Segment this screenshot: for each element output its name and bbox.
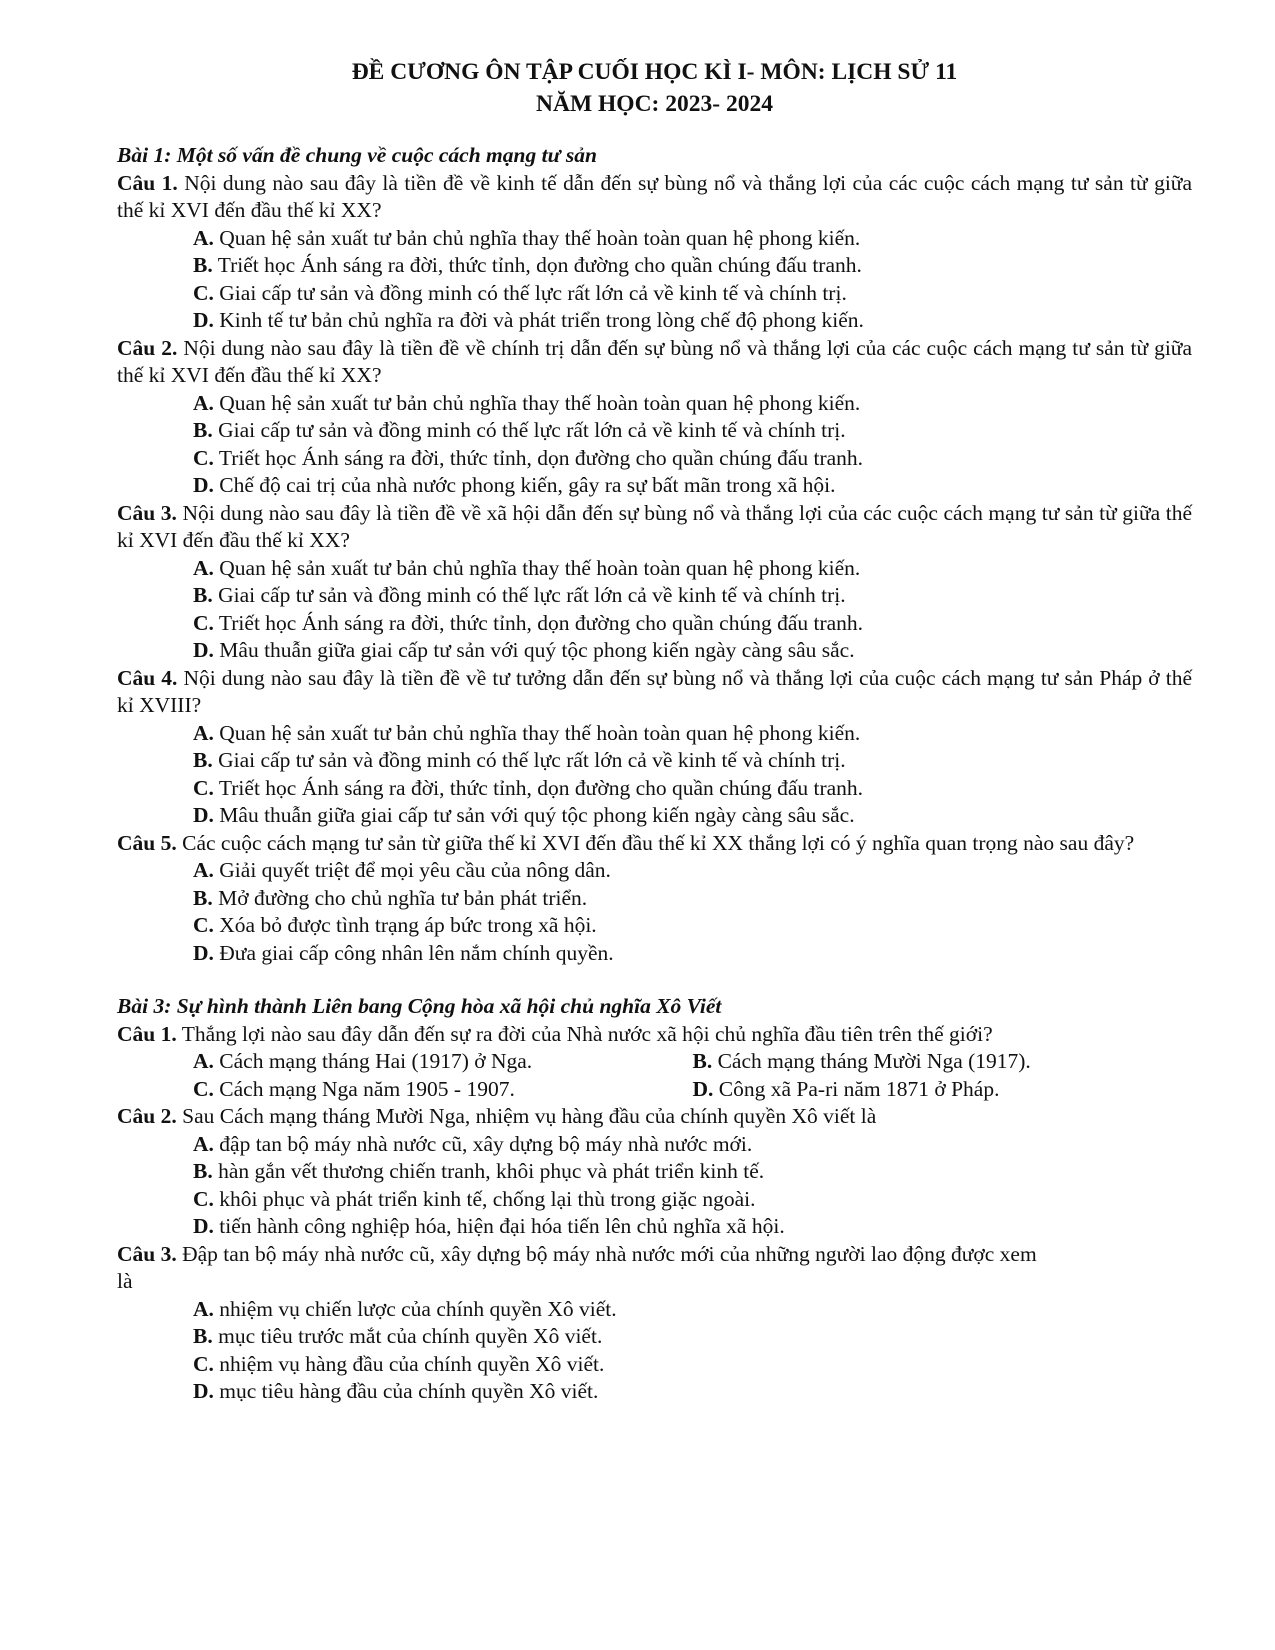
option-row	[117, 1076, 1192, 1104]
question-text: Nội dung nào sau đây là tiền đề về tư tưởng dẫn đến sự bùng nổ và thắng lợi của cuộc cách mạng tư sản Pháp ở thế kỉ XVIII?	[117, 665, 1192, 717]
option-key: C.	[193, 445, 214, 470]
question-label: Câu 1.	[117, 170, 178, 195]
option-b	[117, 582, 1192, 610]
option-text: Xóa bỏ được tình trạng áp bức trong xã hội.	[213, 913, 597, 937]
option-d	[117, 472, 1192, 500]
option-a	[193, 1048, 693, 1076]
option-text: mục tiêu trước mắt của chính quyền Xô viết.	[212, 1324, 603, 1348]
option-b	[117, 747, 1192, 775]
question-label: Câu 2.	[117, 1104, 177, 1128]
lesson1-question-2	[117, 335, 1192, 390]
option-d	[117, 940, 1192, 968]
option-key: C.	[193, 913, 214, 937]
question-text: Nội dung nào sau đây là tiền đề về xã hội dẫn đến sự bùng nổ và thắng lợi của các cuộc cách mạng tư sản từ giữa thế kỉ XVI đến đầu thế kỉ XX?	[117, 500, 1193, 552]
option-text: Quan hệ sản xuất tư bản chủ nghĩa thay thế hoàn toàn quan hệ phong kiến.	[213, 720, 861, 745]
option-key: D.	[193, 638, 214, 662]
option-d	[117, 1213, 1192, 1241]
option-key: B.	[193, 1324, 213, 1348]
option-text: Giai cấp tư sản và đồng minh có thế lực rất lớn cả về kinh tế và chính trị.	[212, 748, 846, 772]
lesson1-questions	[117, 170, 1192, 968]
question-label: Câu 5.	[117, 830, 177, 855]
option-c	[117, 1186, 1192, 1214]
option-text: Cách mạng Nga năm 1905 - 1907.	[213, 1076, 515, 1101]
document-title-line2: NĂM HỌC: 2023- 2024	[536, 91, 773, 117]
document-title-line1: ĐỀ CƯƠNG ÔN TẬP CUỐI HỌC KÌ I- MÔN: LỊCH SỬ 11	[351, 59, 958, 85]
option-b	[117, 1323, 1192, 1351]
option-text: Quan hệ sản xuất tư bản chủ nghĩa thay thế hoàn toàn quan hệ phong kiến.	[213, 225, 861, 250]
option-text: tiến hành công nghiệp hóa, hiện đại hóa tiến lên chủ nghĩa xã hội.	[213, 1214, 785, 1238]
option-key: D.	[193, 803, 214, 827]
option-c	[117, 445, 1192, 473]
option-text: nhiệm vụ hàng đầu của chính quyền Xô viết.	[213, 1351, 605, 1376]
option-text: Triết học Ánh sáng ra đời, thức tỉnh, dọn đường cho quần chúng đấu tranh.	[212, 253, 862, 277]
option-key: A.	[193, 390, 214, 415]
option-text: nhiệm vụ chiến lược của chính quyền Xô viết.	[213, 1296, 617, 1321]
option-b	[117, 417, 1192, 445]
option-key: A.	[193, 1296, 214, 1321]
question-text-tail: là	[117, 1269, 133, 1293]
option-key: C.	[193, 1351, 214, 1376]
option-text: Cách mạng tháng Hai (1917) ở Nga.	[213, 1049, 533, 1073]
option-a	[117, 1296, 1192, 1324]
option-a	[117, 225, 1192, 253]
option-key: A.	[193, 555, 214, 580]
question-label: Câu 1.	[117, 1021, 177, 1046]
option-b	[117, 252, 1192, 280]
question-label: Câu 3.	[117, 1241, 177, 1266]
question-label: Câu 4.	[117, 665, 178, 690]
option-row	[117, 1048, 1192, 1076]
option-key: D.	[193, 1379, 214, 1403]
option-text: Giải quyết triệt để mọi yêu cầu của nông dân.	[213, 858, 611, 882]
option-a	[117, 857, 1192, 885]
lesson3-title: Bài 3: Sự hình thành Liên bang Cộng hòa xã hội chủ nghĩa Xô Viết	[117, 994, 722, 1018]
lesson3-question-2	[117, 1103, 1192, 1131]
option-b	[117, 1158, 1192, 1186]
option-c	[117, 912, 1192, 940]
option-text: Kinh tế tư bản chủ nghĩa ra đời và phát triển trong lòng chế độ phong kiến.	[213, 308, 864, 332]
option-key: D.	[193, 473, 214, 497]
option-text: Quan hệ sản xuất tư bản chủ nghĩa thay thế hoàn toàn quan hệ phong kiến.	[213, 390, 861, 415]
option-text: Cách mạng tháng Mười Nga (1917).	[712, 1049, 1031, 1073]
question-label: Câu 3.	[117, 500, 177, 525]
option-d	[117, 637, 1192, 665]
option-d	[693, 1076, 1193, 1104]
option-key: C.	[193, 610, 214, 635]
option-key: C.	[193, 1076, 214, 1101]
lesson1-question-4	[117, 665, 1192, 720]
option-a	[117, 1131, 1192, 1159]
option-key: B.	[193, 418, 213, 442]
option-text: Triết học Ánh sáng ra đời, thức tỉnh, dọn đường cho quần chúng đấu tranh.	[213, 775, 864, 800]
option-text: Mâu thuẫn giữa giai cấp tư sản với quý tộc phong kiến ngày càng sâu sắc.	[213, 803, 855, 827]
option-text: Giai cấp tư sản và đồng minh có thế lực rất lớn cả về kinh tế và chính trị.	[212, 583, 846, 607]
option-a	[117, 720, 1192, 748]
option-text: mục tiêu hàng đầu của chính quyền Xô viết.	[213, 1379, 599, 1403]
option-text: Đưa giai cấp công nhân lên nắm chính quyền.	[213, 940, 614, 965]
lesson3-question-3	[117, 1241, 1192, 1269]
question-text: Thắng lợi nào sau đây dẫn đến sự ra đời của Nhà nước xã hội chủ nghĩa đầu tiên trên thế giới?	[176, 1021, 993, 1046]
lesson1-question-5	[117, 830, 1192, 858]
lesson1-title: Bài 1: Một số vấn đề chung về cuộc cách mạng tư sản	[117, 143, 597, 167]
option-text: Công xã Pa-ri năm 1871 ở Pháp.	[713, 1076, 1000, 1101]
option-key: A.	[193, 858, 214, 882]
option-a	[117, 390, 1192, 418]
option-d	[117, 1378, 1192, 1406]
lesson3-question-1	[117, 1021, 1192, 1049]
option-key: C.	[193, 280, 214, 305]
option-text: khôi phục và phát triển kinh tế, chống lại thù trong giặc ngoài.	[213, 1186, 756, 1211]
option-key: B.	[193, 748, 213, 772]
question-text: Sau Cách mạng tháng Mười Nga, nhiệm vụ hàng đầu của chính quyền Xô viết là	[176, 1104, 877, 1128]
option-key: D.	[193, 308, 214, 332]
option-key: A.	[193, 1049, 214, 1073]
option-c	[117, 775, 1192, 803]
option-b	[693, 1048, 1193, 1076]
option-key: D.	[692, 1076, 714, 1101]
option-text: đập tan bộ máy nhà nước cũ, xây dựng bộ máy nhà nước mới.	[213, 1131, 753, 1156]
question-text: Đập tan bộ máy nhà nước cũ, xây dựng bộ máy nhà nước mới của những người lao động được xem	[176, 1241, 1037, 1266]
option-key: A.	[193, 720, 214, 745]
option-c	[117, 1351, 1192, 1379]
option-text: Mở đường cho chủ nghĩa tư bản phát triển.	[212, 885, 588, 910]
option-key: D.	[193, 940, 214, 965]
option-key: C.	[193, 775, 214, 800]
option-c	[117, 610, 1192, 638]
question-text: Nội dung nào sau đây là tiền đề về chính trị dẫn đến sự bùng nổ và thắng lợi của các cuộc cách mạng tư sản từ giữa thế kỉ XVI đến đầu thế kỉ XX?	[117, 335, 1192, 387]
option-c	[117, 280, 1192, 308]
option-d	[117, 307, 1192, 335]
option-key: B.	[193, 885, 213, 910]
option-b	[117, 885, 1192, 913]
option-text: Quan hệ sản xuất tư bản chủ nghĩa thay thế hoàn toàn quan hệ phong kiến.	[213, 555, 861, 580]
lesson1-question-1	[117, 170, 1192, 225]
option-text: Giai cấp tư sản và đồng minh có thế lực rất lớn cả về kinh tế và chính trị.	[213, 280, 847, 305]
question-label: Câu 2.	[117, 335, 178, 360]
option-key: B.	[193, 1159, 213, 1183]
option-c	[193, 1076, 693, 1104]
option-text: Chế độ cai trị của nhà nước phong kiến, gây ra sự bất mãn trong xã hội.	[213, 473, 836, 497]
option-text: hàn gắn vết thương chiến tranh, khôi phục và phát triển kinh tế.	[212, 1159, 765, 1183]
option-text: Giai cấp tư sản và đồng minh có thế lực rất lớn cả về kinh tế và chính trị.	[212, 418, 846, 442]
option-text: Triết học Ánh sáng ra đời, thức tỉnh, dọn đường cho quần chúng đấu tranh.	[213, 610, 864, 635]
question-text: Các cuộc cách mạng tư sản từ giữa thế kỉ XVI đến đầu thế kỉ XX thắng lợi có ý nghĩa quan trọng nào sau đây?	[176, 830, 1135, 855]
question-text: Nội dung nào sau đây là tiền đề về kinh tế dẫn đến sự bùng nổ và thắng lợi của các cuộc cách mạng tư sản từ giữa thế kỉ XVI đến đầu thế kỉ XX?	[117, 170, 1192, 222]
option-text: Triết học Ánh sáng ra đời, thức tỉnh, dọn đường cho quần chúng đấu tranh.	[213, 445, 864, 470]
option-key: B.	[193, 253, 213, 277]
option-key: B.	[692, 1049, 713, 1073]
document-page	[117, 56, 1192, 1406]
option-text: Mâu thuẫn giữa giai cấp tư sản với quý tộc phong kiến ngày càng sâu sắc.	[213, 638, 855, 662]
option-a	[117, 555, 1192, 583]
option-key: A.	[193, 1131, 214, 1156]
option-key: D.	[193, 1214, 214, 1238]
option-key: A.	[193, 225, 214, 250]
option-key: C.	[193, 1186, 214, 1211]
option-key: B.	[193, 583, 213, 607]
lesson1-question-3	[117, 500, 1192, 555]
option-d	[117, 802, 1192, 830]
